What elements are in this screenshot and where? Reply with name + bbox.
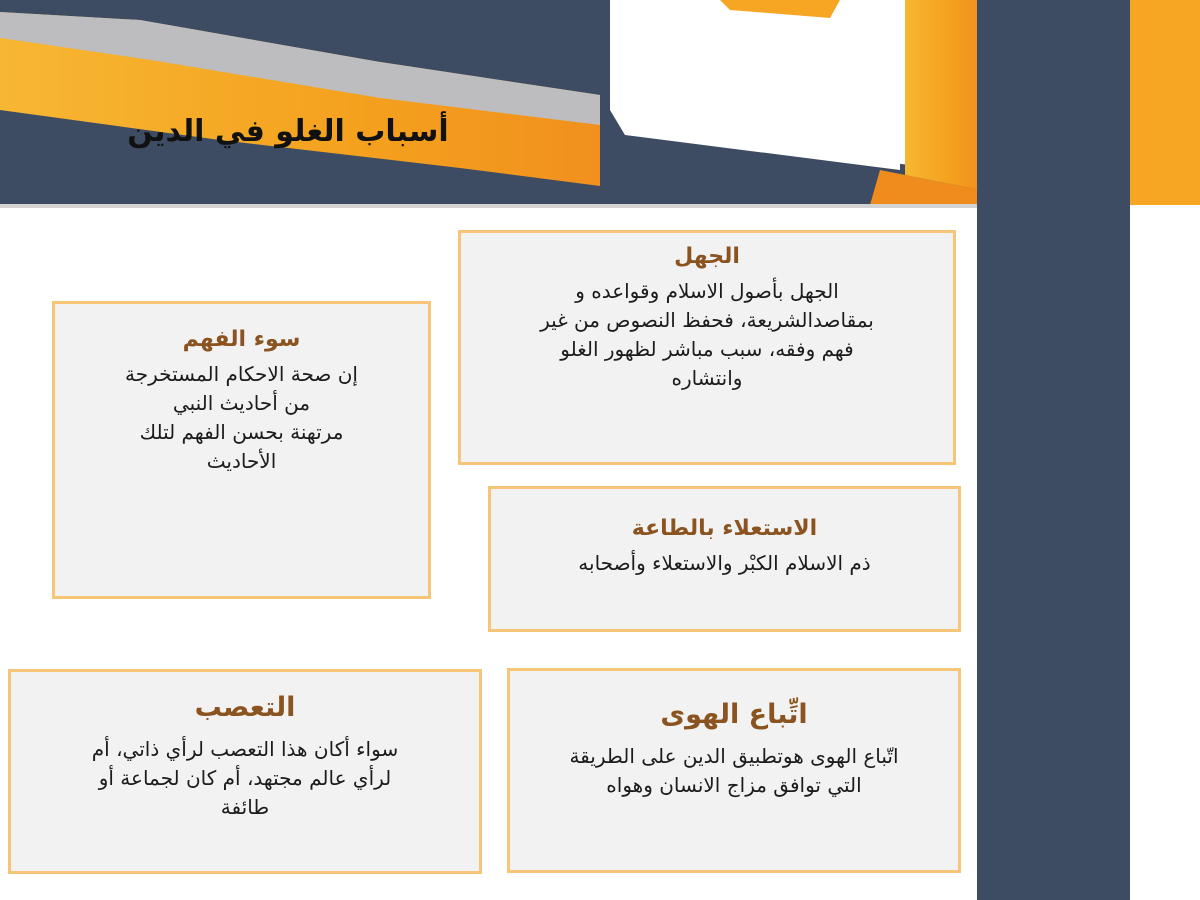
card-ignorance-line: بمقاصدالشريعة، فحفظ النصوص من غير <box>540 307 874 332</box>
slide-title: أسباب الغلو في الدين <box>127 114 449 149</box>
card-ignorance <box>458 230 956 465</box>
card-misunderstanding-line: الأحاديث <box>206 448 277 473</box>
card-misunderstanding-title: سوء الفهم <box>182 327 301 352</box>
card-following-desire-line: اتّباع الهوى هوتطبيق الدين على الطريقة <box>569 744 899 769</box>
card-fanaticism-line: لرأي عالم مجتهد، أم كان لجماعة أو <box>98 766 392 791</box>
right-accent-band <box>977 0 1130 900</box>
card-ignorance-line: فهم وفقه، سبب مباشر لظهور الغلو <box>560 336 854 361</box>
card-arrogance <box>488 486 961 632</box>
card-following-desire <box>507 668 961 873</box>
card-fanaticism-title: التعصب <box>194 692 296 723</box>
card-following-desire-line: التي توافق مزاج الانسان وهواه <box>606 773 862 798</box>
card-fanaticism-line: طائفة <box>220 795 270 820</box>
card-ignorance-title: الجهل <box>674 244 740 269</box>
card-ignorance-line: الجهل بأصول الاسلام وقواعده و <box>575 278 839 303</box>
card-fanaticism <box>8 669 482 874</box>
card-ignorance-line: وانتشاره <box>671 365 743 390</box>
card-arrogance-title: الاستعلاء بالطاعة <box>631 516 818 541</box>
card-misunderstanding-line: إن صحة الاحكام المستخرجة <box>125 361 358 386</box>
card-following-desire-title: اتِّباع الهوى <box>660 699 808 730</box>
card-fanaticism-line: سواء أكان هذا التعصب لرأي ذاتي، أم <box>91 737 399 762</box>
card-misunderstanding <box>52 301 431 599</box>
card-misunderstanding-line: من أحاديث النبي <box>172 390 311 415</box>
card-misunderstanding-line: مرتهنة بحسن الفهم لتلك <box>139 419 344 444</box>
right-white-strip <box>1130 205 1200 900</box>
card-arrogance-line: ذم الاسلام الكبْر والاستعلاء وأصحابه <box>578 550 871 575</box>
